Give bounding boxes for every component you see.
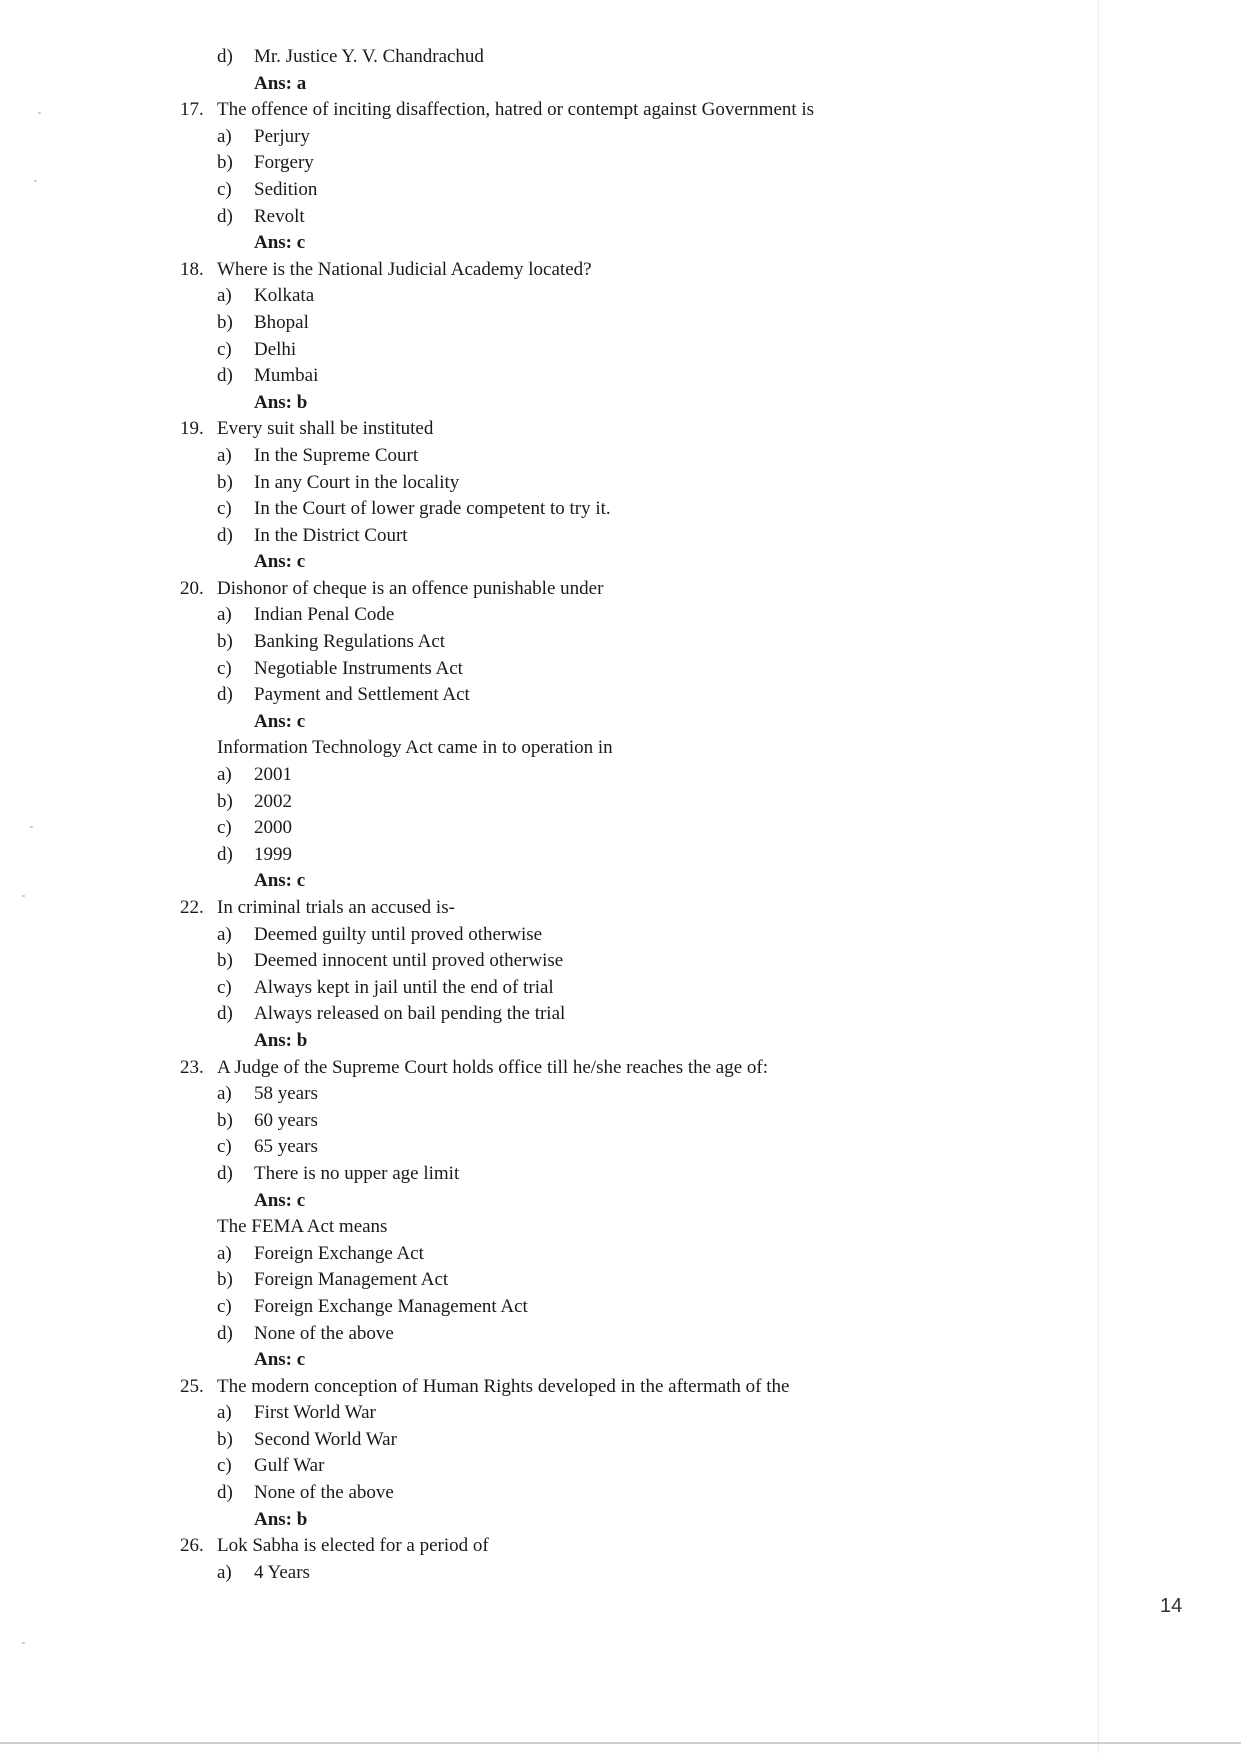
option-text: Kolkata — [254, 285, 315, 307]
option-letter: c) — [217, 817, 232, 839]
option-text: In any Court in the locality — [254, 471, 460, 493]
question-number: 23. — [180, 1056, 204, 1078]
scan-speck — [22, 1642, 25, 1644]
question-row — [0, 735, 1090, 762]
question-text: The offence of inciting disaffection, hatred or contempt against Government is — [217, 99, 815, 121]
answer-row — [0, 549, 1090, 576]
option-letter: d) — [217, 1482, 233, 1504]
option-text: Second World War — [254, 1428, 397, 1450]
question-list — [0, 44, 1090, 1586]
question-row — [0, 1374, 1090, 1401]
option-row — [0, 1267, 1090, 1294]
option-row — [0, 1427, 1090, 1454]
page-number: 14 — [1160, 1595, 1183, 1617]
option-row — [0, 1081, 1090, 1108]
option-row — [0, 283, 1090, 310]
option-row — [0, 1241, 1090, 1268]
option-row — [0, 363, 1090, 390]
option-letter: c) — [217, 498, 232, 520]
option-text: 2002 — [254, 790, 292, 812]
option-row — [0, 1108, 1090, 1135]
scan-edge-bottom — [0, 1742, 1241, 1744]
option-row — [0, 337, 1090, 364]
option-letter: b) — [217, 1428, 233, 1450]
scan-edge-right — [1098, 0, 1099, 1754]
option-letter: d) — [217, 1003, 233, 1025]
option-letter: c) — [217, 1455, 232, 1477]
option-letter: b) — [217, 631, 233, 653]
answer-row — [0, 390, 1090, 417]
question-number: 18. — [180, 258, 204, 280]
answer-label: Ans: c — [254, 1189, 306, 1211]
option-row — [0, 842, 1090, 869]
option-row — [0, 682, 1090, 709]
answer-row — [0, 1028, 1090, 1055]
option-row — [0, 44, 1090, 71]
option-text: 2000 — [254, 817, 292, 839]
question-row — [0, 257, 1090, 284]
option-row — [0, 523, 1090, 550]
answer-label: Ans: c — [254, 870, 306, 892]
option-row — [0, 1560, 1090, 1587]
option-text: Forgery — [254, 152, 314, 174]
option-text: First World War — [254, 1402, 376, 1424]
option-letter: d) — [217, 843, 233, 865]
question-text: Where is the National Judicial Academy located? — [217, 258, 592, 280]
option-letter: a) — [217, 604, 232, 626]
question-text: The FEMA Act means — [217, 1216, 388, 1238]
option-letter: a) — [217, 444, 232, 466]
option-letter: a) — [217, 125, 232, 147]
answer-row — [0, 71, 1090, 98]
question-row — [0, 416, 1090, 443]
answer-row — [0, 1347, 1090, 1374]
answer-label: Ans: c — [254, 710, 306, 732]
option-text: Delhi — [254, 338, 297, 360]
option-text: Always released on bail pending the trial — [254, 1003, 566, 1025]
option-row — [0, 1161, 1090, 1188]
option-letter: c) — [217, 1136, 232, 1158]
option-text: None of the above — [254, 1322, 394, 1344]
option-text: Foreign Exchange Act — [254, 1242, 424, 1264]
option-text: Deemed innocent until proved otherwise — [254, 950, 564, 972]
option-text: Always kept in jail until the end of trial — [254, 976, 554, 998]
option-text: In the District Court — [254, 524, 408, 546]
option-letter: d) — [217, 684, 233, 706]
answer-row — [0, 1188, 1090, 1215]
option-row — [0, 1480, 1090, 1507]
option-row — [0, 602, 1090, 629]
answer-label: Ans: a — [254, 72, 307, 94]
option-text: Mr. Justice Y. V. Chandrachud — [254, 46, 484, 67]
option-text: Indian Penal Code — [254, 604, 395, 626]
question-row — [0, 1055, 1090, 1082]
option-text: Perjury — [254, 125, 310, 147]
question-text: Every suit shall be instituted — [217, 418, 434, 440]
option-row — [0, 1294, 1090, 1321]
answer-label: Ans: c — [254, 232, 306, 254]
question-text: In criminal trials an accused is- — [217, 897, 455, 918]
option-letter: d) — [217, 365, 233, 387]
question-number: 25. — [180, 1375, 204, 1397]
question-text: The modern conception of Human Rights developed in the aftermath of the — [217, 1375, 790, 1397]
option-text: Foreign Exchange Management Act — [254, 1295, 528, 1317]
question-row — [0, 97, 1090, 124]
question-row — [0, 576, 1090, 603]
option-text: Payment and Settlement Act — [254, 684, 470, 706]
option-text: 4 Years — [254, 1561, 310, 1583]
option-letter: b) — [217, 311, 233, 333]
option-text: 2001 — [254, 764, 292, 786]
option-letter: a) — [217, 1402, 232, 1424]
option-text: Sedition — [254, 178, 318, 200]
option-row — [0, 975, 1090, 1002]
option-text: In the Court of lower grade competent to try it. — [254, 498, 611, 520]
option-row — [0, 470, 1090, 497]
question-text: A Judge of the Supreme Court holds office till he/she reaches the age of: — [217, 1056, 769, 1078]
question-text: Dishonor of cheque is an offence punishable under — [217, 577, 604, 599]
option-row — [0, 1134, 1090, 1161]
answer-label: Ans: c — [254, 551, 306, 573]
option-letter: d) — [217, 1322, 233, 1344]
option-letter: c) — [217, 1295, 232, 1317]
question-number: 19. — [180, 418, 204, 440]
option-text: Mumbai — [254, 365, 319, 387]
option-text: Deemed guilty until proved otherwise — [254, 923, 543, 945]
option-letter: a) — [217, 1083, 232, 1105]
option-row — [0, 762, 1090, 789]
option-text: 58 years — [254, 1083, 318, 1105]
option-row — [0, 629, 1090, 656]
option-text: There is no upper age limit — [254, 1162, 460, 1184]
answer-row — [0, 230, 1090, 257]
option-letter: a) — [217, 764, 232, 786]
option-text: Bhopal — [254, 311, 309, 333]
question-row — [0, 1214, 1090, 1241]
question-number: 17. — [180, 99, 204, 121]
option-text: Negotiable Instruments Act — [254, 657, 463, 679]
option-text: None of the above — [254, 1482, 394, 1504]
option-letter: b) — [217, 1269, 233, 1291]
question-row — [0, 895, 1090, 922]
option-letter: c) — [217, 178, 232, 200]
option-letter: d) — [217, 46, 233, 67]
question-row — [0, 1533, 1090, 1560]
option-row — [0, 177, 1090, 204]
option-row — [0, 443, 1090, 470]
option-letter: b) — [217, 471, 233, 493]
option-letter: b) — [217, 950, 233, 972]
option-row — [0, 1321, 1090, 1348]
option-row — [0, 922, 1090, 949]
question-text: Information Technology Act came in to operation in — [217, 737, 613, 759]
answer-row — [0, 1507, 1090, 1534]
option-text: Banking Regulations Act — [254, 631, 446, 653]
option-text: Revolt — [254, 205, 305, 227]
option-letter: a) — [217, 923, 232, 945]
option-text: 1999 — [254, 843, 292, 865]
option-row — [0, 496, 1090, 523]
answer-label: Ans: b — [254, 1508, 308, 1530]
option-row — [0, 150, 1090, 177]
option-letter: d) — [217, 524, 233, 546]
question-number: 20. — [180, 577, 204, 599]
option-letter: b) — [217, 790, 233, 812]
question-number: 26. — [180, 1535, 204, 1557]
option-text: Gulf War — [254, 1455, 325, 1477]
option-letter: a) — [217, 285, 232, 307]
option-letter: b) — [217, 152, 233, 174]
option-text: In the Supreme Court — [254, 444, 419, 466]
answer-row — [0, 709, 1090, 736]
question-text: Lok Sabha is elected for a period of — [217, 1535, 489, 1557]
option-letter: c) — [217, 657, 232, 679]
option-text: Foreign Management Act — [254, 1269, 449, 1291]
option-row — [0, 815, 1090, 842]
option-row — [0, 204, 1090, 231]
answer-label: Ans: b — [254, 391, 308, 413]
option-text: 60 years — [254, 1109, 318, 1131]
option-row — [0, 1400, 1090, 1427]
option-row — [0, 948, 1090, 975]
option-row — [0, 1001, 1090, 1028]
option-row — [0, 1453, 1090, 1480]
answer-label: Ans: c — [254, 1349, 306, 1371]
answer-row — [0, 868, 1090, 895]
option-text: 65 years — [254, 1136, 318, 1158]
question-number: 22. — [180, 897, 204, 918]
option-letter: d) — [217, 1162, 233, 1184]
option-letter: d) — [217, 205, 233, 227]
option-letter: c) — [217, 976, 232, 998]
option-row — [0, 124, 1090, 151]
answer-label: Ans: b — [254, 1029, 308, 1051]
option-letter: b) — [217, 1109, 233, 1131]
option-letter: c) — [217, 338, 232, 360]
option-row — [0, 789, 1090, 816]
option-row — [0, 310, 1090, 337]
option-row — [0, 656, 1090, 683]
option-letter: a) — [217, 1561, 232, 1583]
option-letter: a) — [217, 1242, 232, 1264]
